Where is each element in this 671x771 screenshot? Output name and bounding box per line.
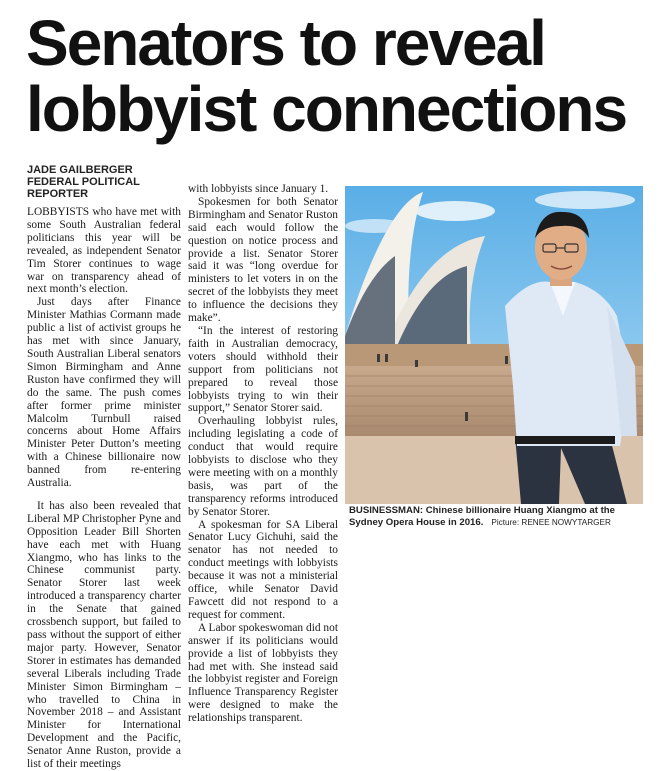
byline-role-2: REPORTER xyxy=(27,188,89,200)
byline-name: JADE GAILBERGER xyxy=(27,164,133,176)
paragraph: Just days after Finance Minister Mathias Cormann made public a list of activist groups he has met with since January, South Australian Liberal senators Simon Birmingham and Anne Ruston have confirmed they will do the same. The push comes after former prime minister Malcolm Turnbull raised concerns about Home Affairs Minister Peter Dutton’s meeting with a Chinese billionaire now banned from re-entering Australia. xyxy=(27,296,181,490)
paragraph: A spokesman for SA Liberal Senator Lucy Gichuhi, said the senator has not needed to conduct meetings with lobbyists because it was not a ministerial office, while Senator David Fawcett did not respond to a request for comment. xyxy=(188,518,338,621)
article-photo xyxy=(345,186,643,504)
headline xyxy=(26,7,666,145)
article-column-2 xyxy=(188,183,338,725)
paragraph: Overhauling lobbyist rules, including legislating a code of conduct that would require lobbyists to disclose who they were meeting with on a monthly basis, was part of the transparency reforms introduced by Senator Storer. xyxy=(188,415,338,518)
photo-credit: Picture: RENEE NOWYTARGER xyxy=(491,518,611,527)
photo-illustration xyxy=(345,186,643,504)
article-column-1 xyxy=(27,206,181,771)
byline xyxy=(27,164,177,200)
caption-text: BUSINESSMAN: Chinese billionaire Huang Xiangmo at the Sydney Opera House in 2016. xyxy=(349,505,615,528)
paragraph: It has also been revealed that Liberal MP Christopher Pyne and Opposition Leader Bill Shorten have each met with Huang Xiangmo, who has links to the Chinese communist party. Senator Storer last week introduced a transparency charter in the Senate that gained crossbench support, but failed to pass without the support of either major party. However, Senator Storer in estimates has demanded several Liberals including Trade Minister Simon Birmingham – who travelled to China in November 2018 – and Assistant Minister for International Development and the Pacific, Senator Anne Ruston, provide a list of their meetings xyxy=(27,499,181,771)
headline-line-2: lobbyist connections xyxy=(26,73,627,145)
paragraph: LOBBYISTS who have met with some South Australian federal politicians this year will be revealed, as independent Senator Tim Storer continues to wage war on transparency ahead of next month’s election. xyxy=(27,206,181,296)
byline-role-1: FEDERAL POLITICAL xyxy=(27,176,140,188)
headline-line-1: Senators to reveal xyxy=(26,7,545,79)
photo-caption xyxy=(349,505,649,529)
paragraph: A Labor spokeswoman did not answer if its politicians would provide a list of lobbyists they had met with. She instead said the lobbyist register and Foreign Influence Transparency Register were designed to make the relationships transparent. xyxy=(188,621,338,725)
paragraph: with lobbyists since January 1. xyxy=(188,183,329,195)
paragraph: “In the interest of restoring faith in Australian democracy, voters should withhold their support from politicians not prepared to reveal those lobbyists trying to win their support,” Senator Storer said. xyxy=(188,324,338,415)
paragraph: Spokesmen for both Senator Birmingham and Senator Ruston said each would follow the question on notice process and provide a list. Senator Storer said it was “long overdue for ministers to let voters in on the secret of the lobbyists they meet to influence the decisions they make”. xyxy=(188,195,338,325)
